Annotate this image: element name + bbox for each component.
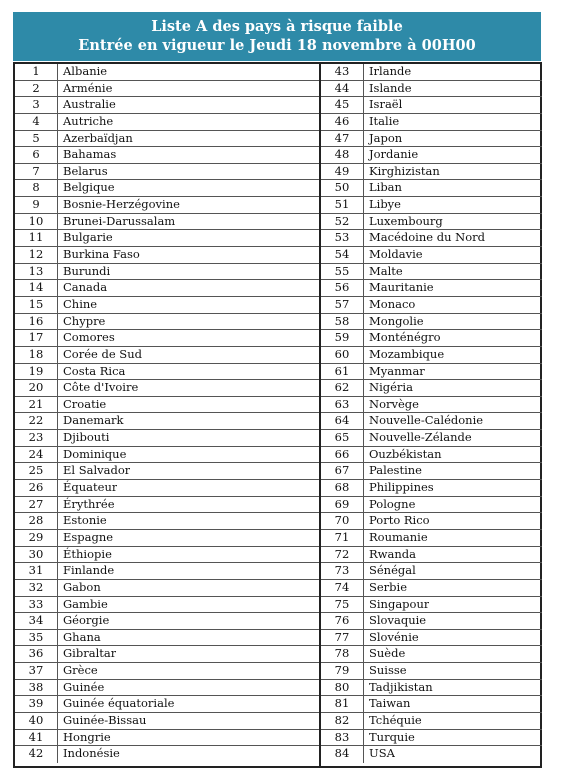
- table-row: [321, 730, 542, 747]
- row-number: 71: [321, 530, 364, 546]
- row-number: 67: [321, 463, 364, 479]
- page-title: Liste A des pays à risque faible: [151, 18, 403, 35]
- country-name: Brunei-Darussalam: [63, 213, 176, 228]
- country-name: Philippines: [369, 480, 434, 495]
- table-row: [321, 646, 542, 663]
- country-name: Liban: [369, 180, 402, 195]
- country-name: Australie: [63, 97, 116, 112]
- table-row: [321, 180, 542, 197]
- country-name: Slovénie: [369, 629, 419, 644]
- row-number: 65: [321, 430, 364, 446]
- country-name: Espagne: [63, 529, 114, 544]
- row-number: 57: [321, 297, 364, 313]
- table-row: [321, 81, 542, 98]
- table-row: [321, 447, 542, 464]
- table-row: [321, 397, 542, 414]
- row-number: 58: [321, 314, 364, 330]
- table-row: [15, 447, 319, 464]
- row-number: 27: [15, 497, 58, 513]
- country-name: El Salvador: [63, 463, 131, 478]
- row-number: 38: [15, 680, 58, 696]
- row-number: 60: [321, 347, 364, 363]
- table-row: [15, 247, 319, 264]
- country-name: Grèce: [63, 663, 98, 678]
- row-number: 55: [321, 264, 364, 280]
- country-name: Taiwan: [369, 696, 411, 711]
- row-number: 13: [15, 264, 58, 280]
- table-row: [321, 630, 542, 647]
- row-number: 74: [321, 580, 364, 596]
- table-row: [15, 430, 319, 447]
- country-name: Luxembourg: [369, 213, 443, 228]
- row-number: 44: [321, 81, 364, 97]
- row-number: 45: [321, 97, 364, 113]
- row-number: 63: [321, 397, 364, 413]
- row-number: 4: [15, 114, 58, 130]
- table-row: [321, 413, 542, 430]
- country-name: Azerbaïdjan: [63, 130, 133, 145]
- table-row: [15, 330, 319, 347]
- row-number: 9: [15, 197, 58, 213]
- row-number: 23: [15, 430, 58, 446]
- row-number: 14: [15, 280, 58, 296]
- country-name: Bulgarie: [63, 230, 113, 245]
- country-name: Israël: [369, 97, 403, 112]
- country-name: Géorgie: [63, 613, 110, 628]
- table-row: [15, 397, 319, 414]
- country-name: Italie: [369, 113, 400, 128]
- table-row: [321, 147, 542, 164]
- row-number: 81: [321, 696, 364, 712]
- country-name: Guinée: [63, 679, 105, 694]
- row-number: 18: [15, 347, 58, 363]
- row-number: 15: [15, 297, 58, 313]
- table-row: [15, 580, 319, 597]
- table-row: [321, 197, 542, 214]
- country-name: Bosnie-Herzégovine: [63, 197, 180, 212]
- country-name: Porto Rico: [369, 513, 430, 528]
- row-number: 26: [15, 480, 58, 496]
- country-name: Estonie: [63, 513, 107, 528]
- row-number: 5: [15, 131, 58, 147]
- table-row: [321, 247, 542, 264]
- table-row: [321, 314, 542, 331]
- table-row: [15, 64, 319, 81]
- row-number: 78: [321, 646, 364, 662]
- table-row: [15, 680, 319, 697]
- table-row: [321, 264, 542, 281]
- country-name: Moldavie: [369, 247, 423, 262]
- row-number: 69: [321, 497, 364, 513]
- table-row: [15, 81, 319, 98]
- country-name: Nigéria: [369, 380, 413, 395]
- row-number: 83: [321, 730, 364, 746]
- country-name: Mauritanie: [369, 280, 434, 295]
- country-name: Gabon: [63, 579, 101, 594]
- row-number: 28: [15, 513, 58, 529]
- table-row: [15, 147, 319, 164]
- row-number: 79: [321, 663, 364, 679]
- country-table-left-column: [15, 64, 319, 766]
- country-name: Guinée équatoriale: [63, 696, 175, 711]
- row-number: 82: [321, 713, 364, 729]
- table-row: [15, 97, 319, 114]
- table-row: [321, 164, 542, 181]
- row-number: 64: [321, 413, 364, 429]
- table-row: [15, 380, 319, 397]
- row-number: 39: [15, 696, 58, 712]
- country-name: Guinée-Bissau: [63, 712, 147, 727]
- table-row: [15, 314, 319, 331]
- table-row: [15, 197, 319, 214]
- row-number: 52: [321, 214, 364, 230]
- country-name: Libye: [369, 197, 401, 212]
- country-name: Indonésie: [63, 746, 120, 761]
- table-row: [15, 663, 319, 680]
- table-row: [321, 131, 542, 148]
- table-row: [321, 530, 542, 547]
- table-row: [15, 480, 319, 497]
- country-name: Canada: [63, 280, 108, 295]
- title-banner: [13, 12, 541, 61]
- table-row: [15, 547, 319, 564]
- row-number: 42: [15, 746, 58, 763]
- country-name: Chypre: [63, 313, 106, 328]
- row-number: 49: [321, 164, 364, 180]
- row-number: 16: [15, 314, 58, 330]
- table-row: [321, 497, 542, 514]
- table-row: [321, 97, 542, 114]
- country-name: Malte: [369, 263, 403, 278]
- table-row: [321, 280, 542, 297]
- table-row: [15, 746, 319, 763]
- country-name: Gambie: [63, 596, 108, 611]
- country-name: Irlande: [369, 64, 412, 78]
- row-number: 12: [15, 247, 58, 263]
- row-number: 33: [15, 597, 58, 613]
- table-row: [321, 380, 542, 397]
- table-row: [321, 613, 542, 630]
- table-row: [15, 597, 319, 614]
- row-number: 32: [15, 580, 58, 596]
- country-name: Autriche: [63, 113, 114, 128]
- table-row: [321, 297, 542, 314]
- row-number: 53: [321, 230, 364, 246]
- country-name: Roumanie: [369, 529, 428, 544]
- country-name: Belarus: [63, 163, 108, 178]
- country-name: Côte d'Ivoire: [63, 380, 139, 395]
- table-row: [321, 230, 542, 247]
- table-row: [15, 563, 319, 580]
- country-name: Japon: [369, 130, 403, 145]
- table-row: [15, 413, 319, 430]
- table-row: [321, 64, 542, 81]
- table-row: [15, 364, 319, 381]
- table-row: [15, 264, 319, 281]
- table-row: [321, 680, 542, 697]
- country-name: Monténégro: [369, 330, 441, 345]
- country-name: Sénégal: [369, 563, 416, 578]
- country-name: Singapour: [369, 596, 430, 611]
- row-number: 75: [321, 597, 364, 613]
- country-name: Macédoine du Nord: [369, 230, 485, 245]
- row-number: 40: [15, 713, 58, 729]
- country-table: [13, 62, 542, 768]
- country-name: Nouvelle-Zélande: [369, 430, 472, 445]
- country-name: Pologne: [369, 496, 416, 511]
- row-number: 62: [321, 380, 364, 396]
- row-number: 10: [15, 214, 58, 230]
- table-row: [321, 580, 542, 597]
- table-row: [15, 730, 319, 747]
- row-number: 50: [321, 180, 364, 196]
- row-number: 46: [321, 114, 364, 130]
- country-name: USA: [369, 746, 395, 761]
- table-row: [321, 513, 542, 530]
- row-number: 2: [15, 81, 58, 97]
- country-name: Turquie: [369, 729, 415, 744]
- country-name: Chine: [63, 296, 98, 311]
- country-name: Albanie: [63, 64, 108, 78]
- row-number: 37: [15, 663, 58, 679]
- table-row: [321, 597, 542, 614]
- country-name: Norvège: [369, 396, 419, 411]
- row-number: 29: [15, 530, 58, 546]
- row-number: 48: [321, 147, 364, 163]
- row-number: 34: [15, 613, 58, 629]
- row-number: 76: [321, 613, 364, 629]
- row-number: 24: [15, 447, 58, 463]
- row-number: 1: [15, 64, 58, 80]
- country-name: Burundi: [63, 263, 111, 278]
- table-row: [321, 463, 542, 480]
- country-name: Rwanda: [369, 546, 416, 561]
- table-row: [321, 563, 542, 580]
- row-number: 8: [15, 180, 58, 196]
- country-name: Ghana: [63, 629, 101, 644]
- table-row: [321, 114, 542, 131]
- country-name: Tadjikistan: [369, 679, 433, 694]
- country-name: Corée de Sud: [63, 346, 142, 361]
- country-name: Gibraltar: [63, 646, 117, 661]
- table-row: [321, 430, 542, 447]
- table-row: [15, 214, 319, 231]
- table-row: [15, 347, 319, 364]
- row-number: 68: [321, 480, 364, 496]
- country-name: Monaco: [369, 296, 416, 311]
- table-row: [15, 513, 319, 530]
- row-number: 31: [15, 563, 58, 579]
- row-number: 17: [15, 330, 58, 346]
- table-row: [321, 547, 542, 564]
- country-name: Nouvelle-Calédonie: [369, 413, 484, 428]
- country-name: Suisse: [369, 663, 407, 678]
- row-number: 21: [15, 397, 58, 413]
- row-number: 35: [15, 630, 58, 646]
- table-row: [321, 347, 542, 364]
- row-number: 47: [321, 131, 364, 147]
- table-row: [321, 330, 542, 347]
- country-name: Comores: [63, 330, 115, 345]
- country-name: Burkina Faso: [63, 247, 140, 262]
- country-name: Kirghizistan: [369, 163, 440, 178]
- country-name: Croatie: [63, 396, 107, 411]
- table-row: [15, 646, 319, 663]
- country-name: Hongrie: [63, 729, 111, 744]
- table-row: [321, 214, 542, 231]
- row-number: 25: [15, 463, 58, 479]
- country-name: Jordanie: [369, 147, 419, 162]
- country-name: Slovaquie: [369, 613, 427, 628]
- country-table-right-column: [319, 64, 542, 766]
- table-row: [15, 530, 319, 547]
- country-name: Danemark: [63, 413, 124, 428]
- row-number: 54: [321, 247, 364, 263]
- row-number: 61: [321, 364, 364, 380]
- table-row: [15, 180, 319, 197]
- table-row: [321, 663, 542, 680]
- row-number: 22: [15, 413, 58, 429]
- table-row: [15, 280, 319, 297]
- country-name: Finlande: [63, 563, 115, 578]
- row-number: 20: [15, 380, 58, 396]
- country-name: Islande: [369, 80, 412, 95]
- row-number: 3: [15, 97, 58, 113]
- table-row: [15, 230, 319, 247]
- table-row: [15, 713, 319, 730]
- row-number: 30: [15, 547, 58, 563]
- country-name: Palestine: [369, 463, 422, 478]
- row-number: 84: [321, 746, 364, 763]
- row-number: 51: [321, 197, 364, 213]
- table-row: [15, 613, 319, 630]
- country-name: Bahamas: [63, 147, 117, 162]
- table-row: [321, 746, 542, 763]
- table-row: [15, 696, 319, 713]
- country-name: Tchéquie: [369, 712, 422, 727]
- country-name: Éthiopie: [63, 546, 112, 561]
- country-name: Mongolie: [369, 313, 424, 328]
- country-name: Ouzbékistan: [369, 446, 442, 461]
- row-number: 70: [321, 513, 364, 529]
- row-number: 43: [321, 64, 364, 80]
- table-row: [15, 463, 319, 480]
- table-row: [15, 114, 319, 131]
- table-row: [321, 696, 542, 713]
- row-number: 36: [15, 646, 58, 662]
- row-number: 7: [15, 164, 58, 180]
- row-number: 6: [15, 147, 58, 163]
- country-name: Suède: [369, 646, 406, 661]
- country-name: Belgique: [63, 180, 115, 195]
- table-row: [321, 364, 542, 381]
- row-number: 11: [15, 230, 58, 246]
- table-row: [15, 164, 319, 181]
- row-number: 41: [15, 730, 58, 746]
- row-number: 59: [321, 330, 364, 346]
- row-number: 77: [321, 630, 364, 646]
- country-name: Dominique: [63, 446, 127, 461]
- country-name: Mozambique: [369, 346, 445, 361]
- table-row: [15, 630, 319, 647]
- country-name: Costa Rica: [63, 363, 126, 378]
- country-name: Arménie: [63, 80, 113, 95]
- table-row: [321, 713, 542, 730]
- table-row: [15, 297, 319, 314]
- row-number: 72: [321, 547, 364, 563]
- row-number: 80: [321, 680, 364, 696]
- row-number: 66: [321, 447, 364, 463]
- country-name: Équateur: [63, 480, 118, 495]
- table-row: [15, 131, 319, 148]
- table-row: [321, 480, 542, 497]
- country-name: Érythrée: [63, 496, 115, 511]
- row-number: 19: [15, 364, 58, 380]
- country-name: Myanmar: [369, 363, 425, 378]
- country-name: Serbie: [369, 579, 408, 594]
- country-name: Djibouti: [63, 430, 110, 445]
- row-number: 56: [321, 280, 364, 296]
- row-number: 73: [321, 563, 364, 579]
- table-row: [15, 497, 319, 514]
- page-subtitle: Entrée en vigueur le Jeudi 18 novembre à 00H00: [78, 37, 476, 54]
